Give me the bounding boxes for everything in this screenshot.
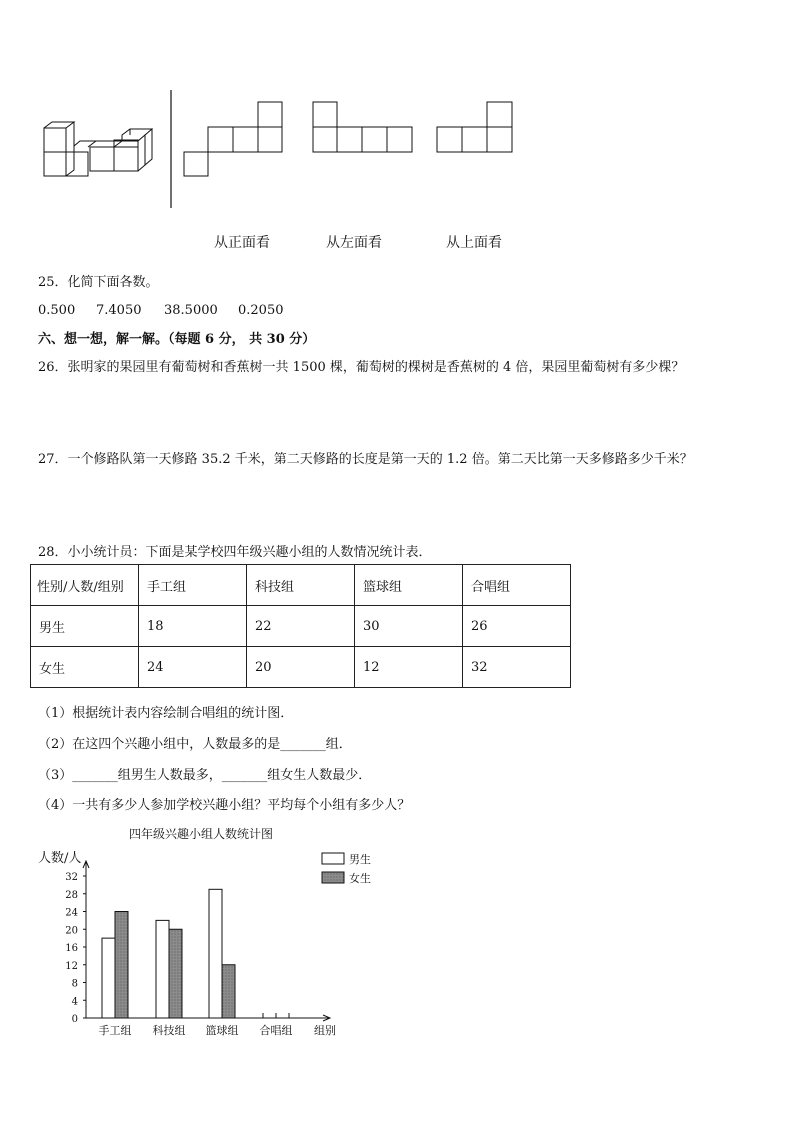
bar <box>222 965 235 1018</box>
legend-label: 男生 <box>349 853 371 866</box>
y-tick-label: 12 <box>65 960 78 972</box>
x-tick-label: 手工组 <box>98 1024 132 1037</box>
table-cell: 32 <box>463 647 571 688</box>
bar <box>209 889 222 1018</box>
table-cell: 20 <box>247 647 355 688</box>
top-view-drawing <box>437 102 512 152</box>
bar <box>115 912 128 1019</box>
q28-sub-3: （3）_______组男生人数最多，_______组女生人数最少． <box>38 768 372 783</box>
section-heading: 六、想一想，解一解。（每题 6 分， 共 30 分） <box>38 332 316 347</box>
q28-sub-2: （2）在这四个兴趣小组中，人数最多的是_______组． <box>38 737 352 752</box>
y-tick-label: 8 <box>71 978 78 990</box>
bar <box>169 929 182 1018</box>
y-tick-label: 24 <box>65 907 78 919</box>
x-axis-label: 组别 <box>314 1024 336 1037</box>
q25-number: 38.5000 <box>164 303 218 318</box>
legend-swatch-boys <box>322 853 344 864</box>
left-view-drawing <box>313 102 412 152</box>
y-axis-label: 人数/人 <box>38 851 82 866</box>
table-header-cell: 科技组 <box>247 565 355 606</box>
table-cell: 女生 <box>31 647 139 688</box>
view-label-left: 从左面看 <box>326 235 382 251</box>
cube-solid-drawing <box>44 122 152 176</box>
q25-number: 7.4050 <box>96 303 142 318</box>
q25-number: 0.500 <box>38 303 76 318</box>
q26-text: 26．张明家的果园里有葡萄树和香蕉树一共 1500 棵，葡萄树的棵树是香蕉树的 4 倍，果园里葡萄树有多少棵？ <box>38 360 685 375</box>
bar <box>102 938 115 1018</box>
table-cell: 26 <box>463 606 571 647</box>
table-cell: 男生 <box>31 606 139 647</box>
q28-text: 28．小小统计员：下面是某学校四年级兴趣小组的人数情况统计表． <box>38 545 432 560</box>
y-tick-label: 32 <box>65 872 78 883</box>
view-label-top: 从上面看 <box>446 235 502 251</box>
x-axis-arrow <box>323 1015 330 1021</box>
table-cell: 22 <box>247 606 355 647</box>
table-header-cell: 手工组 <box>139 565 247 606</box>
table-row <box>31 647 571 688</box>
x-tick-label: 篮球组 <box>205 1024 239 1037</box>
table-cell: 24 <box>139 647 247 688</box>
view-label-front: 从正面看 <box>214 235 270 251</box>
table-cell: 30 <box>355 606 463 647</box>
table-header-cell: 性别/人数/组别 <box>31 565 139 606</box>
chart-title: 四年级兴趣小组人数统计图 <box>129 827 274 841</box>
q28-sub-4: （4）一共有多少人参加学校兴趣小组？平均每个小组有多少人？ <box>38 798 411 813</box>
y-tick-label: 4 <box>71 996 78 1008</box>
legend-label: 女生 <box>349 872 371 885</box>
table-header-cell: 合唱组 <box>463 565 571 606</box>
table-row <box>31 606 571 647</box>
q25-number: 0.2050 <box>238 303 284 318</box>
bar <box>156 920 169 1018</box>
front-view-drawing <box>184 102 282 176</box>
y-tick-label: 20 <box>65 925 78 937</box>
q25-title: 25．化简下面各数。 <box>38 275 159 290</box>
y-tick-label: 16 <box>65 943 78 954</box>
table-header-cell: 篮球组 <box>355 565 463 606</box>
stats-table <box>30 564 571 688</box>
table-header-row <box>31 565 571 606</box>
table-cell: 12 <box>355 647 463 688</box>
y-axis-arrow <box>83 861 89 868</box>
y-tick-label: 0 <box>71 1014 78 1025</box>
x-tick-label: 科技组 <box>152 1024 186 1037</box>
legend-swatch-girls <box>322 872 344 883</box>
table-cell: 18 <box>139 606 247 647</box>
q28-sub-1: （1）根据统计表内容绘制合唱组的统计图． <box>38 706 294 721</box>
x-tick-label: 合唱组 <box>259 1024 293 1037</box>
y-tick-label: 28 <box>65 889 78 901</box>
cube-figures <box>0 0 794 260</box>
q27-text: 27．一个修路队第一天修路 35.2 千米，第二天修路的长度是第一天的 1.2 倍。第二天比第一天多修路多少千米？ <box>38 452 693 467</box>
